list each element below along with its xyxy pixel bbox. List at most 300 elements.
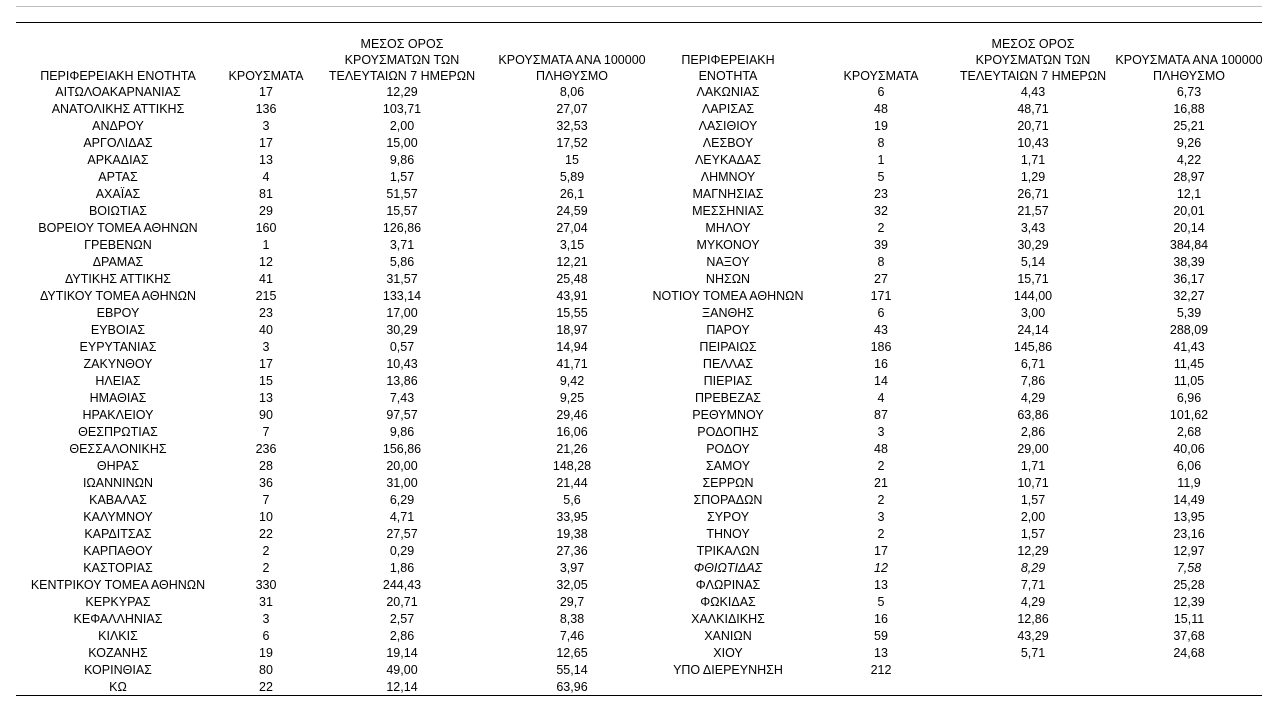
cases-cell: 7 [262,493,270,507]
right-table [652,84,1270,679]
per100k-cell: 20,01 [1173,204,1205,218]
table-row [16,390,652,407]
cases-cell: 13 [259,153,273,167]
region-cell: ΚΕΦΑΛΛΗΝΙΑΣ [73,612,163,626]
cases-cell: 59 [874,629,888,643]
cases-cell: 17 [874,544,888,558]
cases-cell: 48 [874,442,888,456]
table-row [652,152,1270,169]
avg7-cell: 6,29 [389,493,415,507]
cases-cell: 212 [870,663,892,677]
header-cases-left: ΚΡΟΥΣΜΑΤΑ [228,69,304,83]
cases-cell: 4 [262,170,270,184]
avg7-cell: 30,29 [1017,238,1049,252]
table-row [652,407,1270,424]
table-row [652,305,1270,322]
cases-cell: 81 [259,187,273,201]
table-row [652,628,1270,645]
table-row [16,407,652,424]
avg7-cell: 15,71 [1017,272,1049,286]
region-cell: ΚΩ [109,680,127,694]
per100k-cell: 32,53 [556,119,588,133]
per100k-cell: 33,95 [556,510,588,524]
per100k-cell: 43,91 [556,289,588,303]
avg7-cell: 1,71 [1020,459,1046,473]
region-cell: ΚΙΛΚΙΣ [98,629,138,643]
avg7-cell: 3,43 [1020,221,1046,235]
avg7-cell: 43,29 [1017,629,1049,643]
avg7-cell: 2,57 [389,612,415,626]
per100k-cell: 25,21 [1173,119,1205,133]
table-row [16,594,652,611]
region-cell: ΦΛΩΡΙΝΑΣ [695,578,761,592]
per100k-cell: 25,48 [556,272,588,286]
avg7-cell: 5,86 [389,255,415,269]
avg7-cell: 31,00 [386,476,418,490]
per100k-cell: 5,6 [563,493,581,507]
avg7-cell: 2,00 [1020,510,1046,524]
avg7-cell: 26,71 [1017,187,1049,201]
avg7-cell: 2,86 [1020,425,1046,439]
region-cell: ΚΕΡΚΥΡΑΣ [85,595,151,609]
per100k-cell: 12,21 [556,255,588,269]
region-cell: ΠΑΡΟΥ [706,323,750,337]
region-cell: ΛΑΡΙΣΑΣ [701,102,755,116]
header-region-left: ΠΕΡΙΦΕΡΕΙΑΚΗ ΕΝΟΤΗΤΑ [40,69,196,83]
region-cell: ΑΧΑΪΑΣ [95,187,141,201]
table-row [652,288,1270,305]
per100k-cell: 32,05 [556,578,588,592]
per100k-cell: 24,59 [556,204,588,218]
region-cell: ΠΕΙΡΑΙΩΣ [699,340,757,354]
avg7-cell: 97,57 [386,408,418,422]
region-cell: ΣΑΜΟΥ [705,459,751,473]
cases-cell: 17 [259,85,273,99]
avg7-cell: 4,43 [1020,85,1046,99]
per100k-cell: 37,68 [1173,629,1205,643]
header-per100k-left: ΚΡΟΥΣΜΑΤΑ ΑΝΑ 100000 ΠΛΗΘΥΣΜΟ [498,53,646,83]
cases-cell: 6 [262,629,270,643]
table-row [652,543,1270,560]
table-row [652,458,1270,475]
table-row [16,169,652,186]
avg7-cell: 10,43 [386,357,418,371]
per100k-cell: 29,46 [556,408,588,422]
cases-cell: 13 [874,646,888,660]
region-cell: ΥΠΟ ΔΙΕΡΕΥΝΗΣΗ [673,663,783,677]
per100k-cell: 27,04 [556,221,588,235]
avg7-cell: 5,71 [1020,646,1046,660]
cases-cell: 13 [259,391,273,405]
table-row [16,628,652,645]
per100k-cell: 2,68 [1176,425,1202,439]
region-cell: ΚΟΡΙΝΘΙΑΣ [84,663,152,677]
region-cell: ΚΑΛΥΜΝΟΥ [83,510,153,524]
table-row [16,220,652,237]
cases-cell: 90 [259,408,273,422]
cases-cell: 32 [874,204,888,218]
avg7-cell: 12,29 [1017,544,1049,558]
region-cell: ΛΑΚΩΝΙΑΣ [696,85,760,99]
per100k-cell [1108,662,1270,679]
avg7-cell [958,662,1108,679]
table-row [16,645,652,662]
region-cell: ΚΑΡΠΑΘΟΥ [83,544,153,558]
per100k-cell: 7,58 [1176,561,1202,575]
cases-cell: 16 [874,357,888,371]
avg7-cell: 20,71 [1017,119,1049,133]
per100k-cell: 14,49 [1173,493,1205,507]
table-row [652,169,1270,186]
table-row [652,492,1270,509]
avg7-cell: 63,86 [1017,408,1049,422]
region-cell: ΑΙΤΩΛΟΑΚΑΡΝΑΝΙΑΣ [55,85,181,99]
cases-cell: 22 [259,680,273,694]
avg7-cell: 27,57 [386,527,418,541]
per100k-cell: 148,28 [552,459,592,473]
table-row [652,203,1270,220]
avg7-cell: 13,86 [386,374,418,388]
cases-cell: 36 [259,476,273,490]
header-per100k-right: ΚΡΟΥΣΜΑΤΑ ΑΝΑ 100000 ΠΛΗΘΥΣΜΟ [1115,53,1263,83]
region-cell: ΗΜΑΘΙΑΣ [89,391,147,405]
avg7-cell: 51,57 [386,187,418,201]
region-cell: ΡΟΔΟΥ [706,442,750,456]
per100k-cell: 20,14 [1173,221,1205,235]
cases-cell: 17 [259,136,273,150]
avg7-cell: 17,00 [386,306,418,320]
top-rule [16,6,1262,7]
region-cell: ΒΟΙΩΤΙΑΣ [88,204,148,218]
per100k-cell: 19,38 [556,527,588,541]
table-row [16,322,652,339]
region-cell: ΝΟΤΙΟΥ ΤΟΜΕΑ ΑΘΗΝΩΝ [652,289,804,303]
avg7-cell: 29,00 [1017,442,1049,456]
avg7-cell: 1,57 [1020,527,1046,541]
cases-cell: 29 [259,204,273,218]
table-row [16,560,652,577]
table-row [652,424,1270,441]
table-row [652,645,1270,662]
header-avg7-left: ΜΕΣΟΣ ΟΡΟΣ ΚΡΟΥΣΜΑΤΩΝ ΤΩΝ ΤΕΛΕΥΤΑΙΩΝ 7 ΗΜΕΡΩΝ [328,37,476,83]
table-row [652,339,1270,356]
region-cell: ΝΗΣΩΝ [705,272,751,286]
per100k-cell: 27,07 [556,102,588,116]
avg7-cell: 15,00 [386,136,418,150]
cases-cell: 7 [262,425,270,439]
per100k-cell: 7,46 [559,629,585,643]
region-cell: ΗΡΑΚΛΕΙΟΥ [82,408,154,422]
table-row [652,186,1270,203]
avg7-cell: 12,86 [1017,612,1049,626]
table-row [16,373,652,390]
table-row [652,356,1270,373]
region-cell: ΕΥΡΥΤΑΝΙΑΣ [79,340,157,354]
region-cell: ΛΕΣΒΟΥ [702,136,754,150]
cases-cell: 16 [874,612,888,626]
per100k-cell: 32,27 [1173,289,1205,303]
avg7-cell: 12,29 [386,85,418,99]
region-cell: ΜΕΣΣΗΝΙΑΣ [692,204,764,218]
per100k-cell: 101,62 [1169,408,1209,422]
avg7-cell: 4,71 [389,510,415,524]
table-row [652,271,1270,288]
avg7-cell: 5,14 [1020,255,1046,269]
cases-cell: 6 [877,306,885,320]
per100k-cell: 23,16 [1173,527,1205,541]
region-cell: ΣΠΟΡΑΔΩΝ [693,493,763,507]
cases-cell: 43 [874,323,888,337]
avg7-cell: 48,71 [1017,102,1049,116]
cases-cell: 14 [874,374,888,388]
avg7-cell: 103,71 [382,102,422,116]
cases-cell: 2 [877,459,885,473]
region-cell: ΗΛΕΙΑΣ [95,374,141,388]
region-cell: ΡΟΔΟΠΗΣ [697,425,759,439]
per100k-cell: 3,15 [559,238,585,252]
table-row [652,662,1270,679]
table-row [16,254,652,271]
table-row [652,322,1270,339]
table-row [652,594,1270,611]
table-row [652,390,1270,407]
table-row [16,509,652,526]
avg7-cell: 3,00 [1020,306,1046,320]
cases-cell: 19 [874,119,888,133]
table-row [16,135,652,152]
per100k-cell: 40,06 [1173,442,1205,456]
region-cell: ΕΒΡΟΥ [96,306,140,320]
cases-cell: 3 [877,510,885,524]
region-cell: ΦΘΙΩΤΙΔΑΣ [693,561,763,575]
cases-cell: 23 [259,306,273,320]
table-row [16,424,652,441]
region-cell: ΝΑΞΟΥ [706,255,750,269]
table-row [16,305,652,322]
cases-cell: 186 [870,340,892,354]
cases-cell: 236 [255,442,277,456]
cases-cell: 3 [262,340,270,354]
avg7-cell: 0,29 [389,544,415,558]
table-row [652,373,1270,390]
avg7-cell: 15,57 [386,204,418,218]
cases-cell: 3 [262,612,270,626]
cases-cell: 21 [874,476,888,490]
avg7-cell: 10,71 [1017,476,1049,490]
table-row [16,84,652,101]
table-row [16,152,652,169]
table-row [16,475,652,492]
per100k-cell: 15,11 [1173,612,1205,626]
avg7-cell: 0,57 [389,340,415,354]
per100k-cell: 288,09 [1169,323,1209,337]
avg7-cell: 3,71 [389,238,415,252]
table-row [16,186,652,203]
per100k-cell: 8,06 [559,85,585,99]
cases-cell: 6 [877,85,885,99]
table-row [652,254,1270,271]
table-row [652,118,1270,135]
table-row [16,679,652,696]
per100k-cell: 25,28 [1173,578,1205,592]
per100k-cell: 21,26 [556,442,588,456]
per100k-cell: 13,95 [1173,510,1205,524]
table-row [16,101,652,118]
per100k-cell: 63,96 [556,680,588,694]
per100k-cell: 5,39 [1176,306,1202,320]
region-cell: ΙΩΑΝΝΙΝΩΝ [82,476,154,490]
per100k-cell: 28,97 [1173,170,1205,184]
per100k-cell: 11,05 [1173,374,1205,388]
per100k-cell: 26,1 [559,187,585,201]
per100k-cell: 12,39 [1173,595,1205,609]
cases-cell: 3 [877,425,885,439]
cases-cell: 8 [877,136,885,150]
per100k-cell: 11,45 [1173,357,1205,371]
cases-cell: 4 [877,391,885,405]
table-row [652,84,1270,101]
region-cell: ΠΙΕΡΙΑΣ [703,374,753,388]
avg7-cell: 12,14 [386,680,418,694]
per100k-cell: 12,65 [556,646,588,660]
per100k-cell: 17,52 [556,136,588,150]
region-cell: ΚΑΒΑΛΑΣ [89,493,147,507]
region-cell: ΦΩΚΙΔΑΣ [700,595,756,609]
region-cell: ΑΝΑΤΟΛΙΚΗΣ ΑΤΤΙΚΗΣ [51,102,185,116]
table-row [16,271,652,288]
per100k-cell: 6,96 [1176,391,1202,405]
region-cell: ΧΑΛΚΙΔΙΚΗΣ [691,612,765,626]
per100k-cell: 16,06 [556,425,588,439]
cases-cell: 27 [874,272,888,286]
per100k-cell: 6,73 [1176,85,1202,99]
table-row [16,662,652,679]
avg7-cell: 156,86 [382,442,422,456]
region-cell: ΧΑΝΙΩΝ [704,629,752,643]
table-row [16,458,652,475]
per100k-cell: 55,14 [556,663,588,677]
avg7-cell: 24,14 [1017,323,1049,337]
avg7-cell: 19,14 [386,646,418,660]
per100k-cell: 27,36 [556,544,588,558]
region-cell: ΣΥΡΟΥ [706,510,750,524]
avg7-cell: 1,57 [1020,493,1046,507]
region-cell: ΑΝΔΡΟΥ [92,119,144,133]
region-cell: ΘΕΣΠΡΩΤΙΑΣ [78,425,158,439]
cases-cell: 2 [262,544,270,558]
cases-cell: 2 [877,221,885,235]
cases-cell: 2 [262,561,270,575]
avg7-cell: 2,00 [389,119,415,133]
cases-cell: 12 [259,255,273,269]
per100k-cell: 3,97 [559,561,585,575]
avg7-cell: 30,29 [386,323,418,337]
region-cell: ΜΗΛΟΥ [705,221,751,235]
region-cell: ΛΗΜΝΟΥ [700,170,756,184]
cases-cell: 23 [874,187,888,201]
per100k-cell: 41,43 [1173,340,1205,354]
table-row [652,441,1270,458]
cases-cell: 17 [259,357,273,371]
per100k-cell: 6,06 [1176,459,1202,473]
avg7-cell: 1,29 [1020,170,1046,184]
per100k-cell: 9,42 [559,374,585,388]
per100k-cell: 38,39 [1173,255,1205,269]
header-region-right: ΠΕΡΙΦΕΡΕΙΑΚΗ ΕΝΟΤΗΤΑ [681,53,775,83]
cases-cell: 31 [259,595,273,609]
cases-cell: 2 [877,527,885,541]
table-row [16,543,652,560]
avg7-cell: 1,57 [389,170,415,184]
avg7-cell: 7,86 [1020,374,1046,388]
table-row [16,237,652,254]
avg7-cell: 7,71 [1020,578,1046,592]
per100k-cell: 14,94 [556,340,588,354]
per100k-cell: 4,22 [1176,153,1202,167]
avg7-cell: 49,00 [386,663,418,677]
region-cell: ΑΡΚΑΔΙΑΣ [87,153,149,167]
avg7-cell: 8,29 [1020,561,1046,575]
cases-cell: 1 [262,238,270,252]
cases-cell: 5 [877,595,885,609]
region-cell: ΔΥΤΙΚΗΣ ΑΤΤΙΚΗΣ [65,272,171,286]
per100k-cell: 11,9 [1177,476,1201,490]
region-cell: ΧΙΟΥ [713,646,743,660]
region-cell: ΔΡΑΜΑΣ [92,255,144,269]
table-row [652,560,1270,577]
region-cell: ΛΑΣΙΘΙΟΥ [698,119,758,133]
region-cell: ΜΑΓΝΗΣΙΑΣ [692,187,764,201]
region-cell: ΚΟΖΑΝΗΣ [88,646,148,660]
header-avg7-right: ΜΕΣΟΣ ΟΡΟΣ ΚΡΟΥΣΜΑΤΩΝ ΤΩΝ ΤΕΛΕΥΤΑΙΩΝ 7 ΗΜΕΡΩΝ [959,37,1107,83]
region-cell: ΚΕΝΤΡΙΚΟΥ ΤΟΜΕΑ ΑΘΗΝΩΝ [30,578,206,592]
avg7-cell: 31,57 [386,272,418,286]
region-cell: ΤΗΝΟΥ [706,527,750,541]
avg7-cell: 2,86 [389,629,415,643]
avg7-cell: 9,86 [389,153,415,167]
per100k-cell: 29,7 [559,595,585,609]
per100k-cell: 384,84 [1169,238,1209,252]
per100k-cell: 18,97 [556,323,588,337]
table-row [652,220,1270,237]
table-row [16,356,652,373]
cases-cell: 160 [255,221,277,235]
per100k-cell: 24,68 [1173,646,1205,660]
per100k-cell: 15 [565,153,579,167]
table-row [652,577,1270,594]
region-cell: ΡΕΘΥΜΝΟΥ [692,408,764,422]
table-row [652,509,1270,526]
avg7-cell: 10,43 [1017,136,1049,150]
region-cell: ΠΕΛΛΑΣ [702,357,754,371]
per100k-cell: 16,88 [1173,102,1205,116]
left-table [16,84,652,696]
cases-cell: 48 [874,102,888,116]
table-row [652,135,1270,152]
table-row [652,237,1270,254]
cases-cell: 80 [259,663,273,677]
cases-cell: 5 [877,170,885,184]
cases-cell: 136 [255,102,277,116]
table-row [652,101,1270,118]
per100k-cell: 12,1 [1176,187,1202,201]
cases-cell: 39 [874,238,888,252]
table-row [652,611,1270,628]
avg7-cell: 144,00 [1013,289,1053,303]
per100k-cell: 8,38 [559,612,585,626]
table-row [16,441,652,458]
cases-cell: 3 [262,119,270,133]
